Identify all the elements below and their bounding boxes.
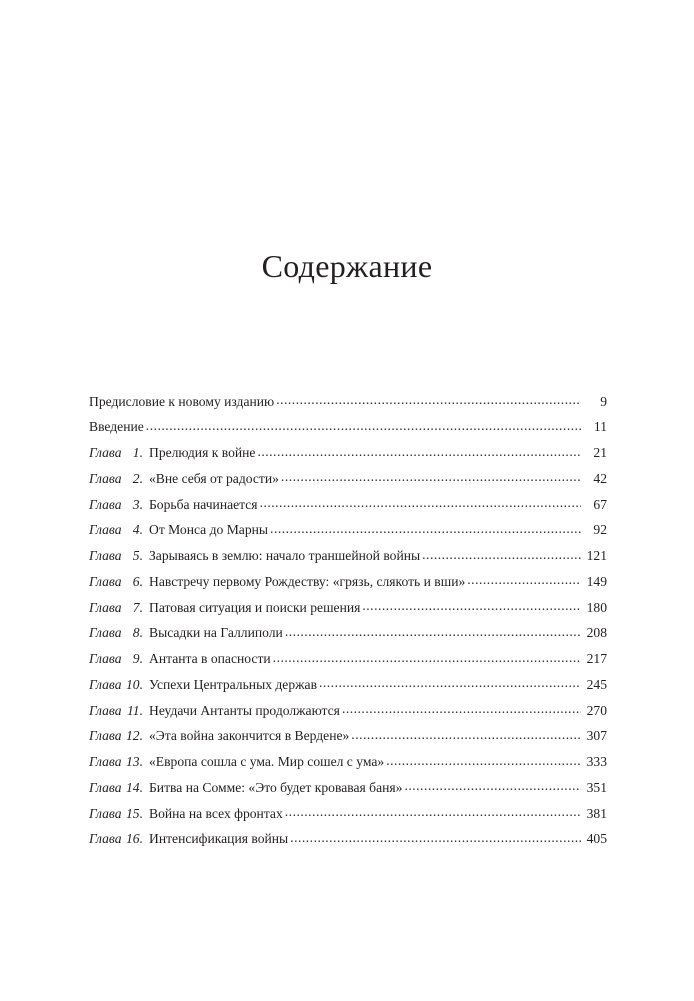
entry-title: Антанта в опасности	[149, 651, 271, 667]
toc-entry-chapter-2[interactable]	[89, 469, 607, 495]
chapter-number: 7.	[132, 599, 143, 615]
chapter-number: 11.	[127, 702, 143, 718]
chapter-label: Глава	[89, 805, 122, 821]
dot-leader	[270, 521, 581, 535]
chapter-number: 5.	[132, 548, 143, 564]
chapter-number: 13.	[126, 754, 143, 770]
dot-leader	[273, 650, 581, 664]
toc-entry-preface[interactable]	[89, 392, 607, 418]
entry-title: Навстречу первому Рождеству: «грязь, слякоть и вши»	[149, 573, 466, 589]
entry-title: «Европа сошла с ума. Мир сошел с ума»	[149, 754, 385, 770]
chapter-label: Глава	[89, 599, 122, 615]
dot-leader	[285, 624, 581, 638]
dot-leader	[342, 701, 581, 715]
chapter-label: Глава	[89, 573, 122, 589]
toc-entry-chapter-6[interactable]	[89, 572, 607, 598]
page-number: 333	[586, 754, 607, 770]
dot-leader	[422, 547, 581, 561]
entry-title: Война на всех фронтах	[149, 805, 283, 821]
page-number: 405	[586, 831, 607, 847]
page-number: 11	[593, 419, 607, 435]
entry-title: Интенсификация войны	[149, 831, 289, 847]
chapter-number: 10.	[126, 676, 143, 692]
toc-entry-chapter-8[interactable]	[89, 624, 607, 650]
toc-entry-chapter-1[interactable]	[89, 444, 607, 470]
chapter-label: Глава	[89, 702, 122, 718]
page-number: 307	[586, 728, 607, 744]
page-number: 42	[593, 470, 607, 486]
entry-title: Предисловие к новому изданию	[89, 393, 275, 409]
chapter-label: Глава	[89, 625, 122, 641]
toc-entry-chapter-4[interactable]	[89, 521, 607, 547]
chapter-label: Глава	[89, 754, 122, 770]
chapter-number: 9.	[132, 651, 143, 667]
chapter-number: 4.	[132, 522, 143, 538]
page-number: 92	[593, 522, 607, 538]
page-number: 149	[586, 573, 607, 589]
dot-leader	[351, 727, 581, 741]
toc-entry-chapter-11[interactable]	[89, 701, 607, 727]
chapter-label: Глава	[89, 651, 122, 667]
dot-leader	[362, 598, 581, 612]
toc-entry-chapter-13[interactable]	[89, 753, 607, 779]
entry-title: Патовая ситуация и поиски решения	[149, 599, 361, 615]
toc-entry-chapter-3[interactable]	[89, 495, 607, 521]
chapter-number: 6.	[132, 573, 143, 589]
chapter-number: 1.	[132, 445, 143, 461]
dot-leader	[290, 830, 581, 844]
chapter-label: Глава	[89, 831, 122, 847]
dot-leader	[404, 778, 581, 792]
chapter-label: Глава	[89, 522, 122, 538]
page-title: Содержание	[261, 248, 433, 284]
entry-title: «Вне себя от радости»	[149, 470, 279, 486]
chapter-number: 12.	[126, 728, 143, 744]
dot-leader	[146, 418, 581, 432]
dot-leader	[281, 469, 581, 483]
entry-title: Зарываясь в землю: начало траншейной войны	[149, 548, 421, 564]
toc-entry-chapter-10[interactable]	[89, 675, 607, 701]
entry-title: От Монса до Марны	[149, 522, 269, 538]
page-number: 9	[600, 393, 607, 409]
page-number: 245	[586, 676, 607, 692]
entry-title: Борьба начинается	[149, 496, 258, 512]
dot-leader	[386, 753, 581, 767]
chapter-label: Глава	[89, 779, 122, 795]
page-number: 381	[586, 805, 607, 821]
toc-entry-chapter-14[interactable]	[89, 778, 607, 804]
chapter-label: Глава	[89, 676, 122, 692]
dot-leader	[467, 572, 581, 586]
toc-entry-chapter-16[interactable]	[89, 830, 607, 856]
chapter-number: 8.	[132, 625, 143, 641]
entry-title: Высадки на Галлиполи	[149, 625, 283, 641]
page-number: 270	[586, 702, 607, 718]
page-number: 121	[586, 548, 607, 564]
chapter-number: 2.	[132, 470, 143, 486]
entry-title: Введение	[89, 419, 144, 435]
chapter-label: Глава	[89, 548, 122, 564]
page-number: 67	[593, 496, 607, 512]
toc-entry-chapter-7[interactable]	[89, 598, 607, 624]
chapter-number: 15.	[126, 805, 143, 821]
toc-entry-chapter-9[interactable]	[89, 650, 607, 676]
entry-title: Битва на Сомме: «Это будет кровавая баня»	[149, 779, 403, 795]
chapter-label: Глава	[89, 728, 122, 744]
dot-leader	[257, 444, 581, 458]
dot-leader	[319, 675, 581, 689]
dot-leader	[260, 495, 581, 509]
toc-entry-chapter-5[interactable]	[89, 547, 607, 573]
chapter-label: Глава	[89, 496, 122, 512]
toc-entry-introduction[interactable]	[89, 418, 607, 444]
entry-title: Неудачи Антанты продолжаются	[149, 702, 340, 718]
entry-title: «Эта война закончится в Вердене»	[149, 728, 350, 744]
toc-entry-chapter-12[interactable]	[89, 727, 607, 753]
chapter-number: 3.	[132, 496, 143, 512]
page-number: 217	[586, 651, 607, 667]
page-number: 208	[586, 625, 607, 641]
chapter-number: 14.	[126, 779, 143, 795]
entry-title: Успехи Центральных держав	[149, 676, 317, 692]
page-number: 351	[586, 779, 607, 795]
dot-leader	[276, 392, 581, 406]
page-number: 21	[593, 445, 607, 461]
chapter-label: Глава	[89, 445, 122, 461]
entry-title: Прелюдия к войне	[149, 445, 256, 461]
toc-entry-chapter-15[interactable]	[89, 804, 607, 830]
page-number: 180	[586, 599, 607, 615]
chapter-number: 16.	[126, 831, 143, 847]
table-of-contents	[89, 392, 607, 856]
chapter-label: Глава	[89, 470, 122, 486]
dot-leader	[285, 804, 581, 818]
